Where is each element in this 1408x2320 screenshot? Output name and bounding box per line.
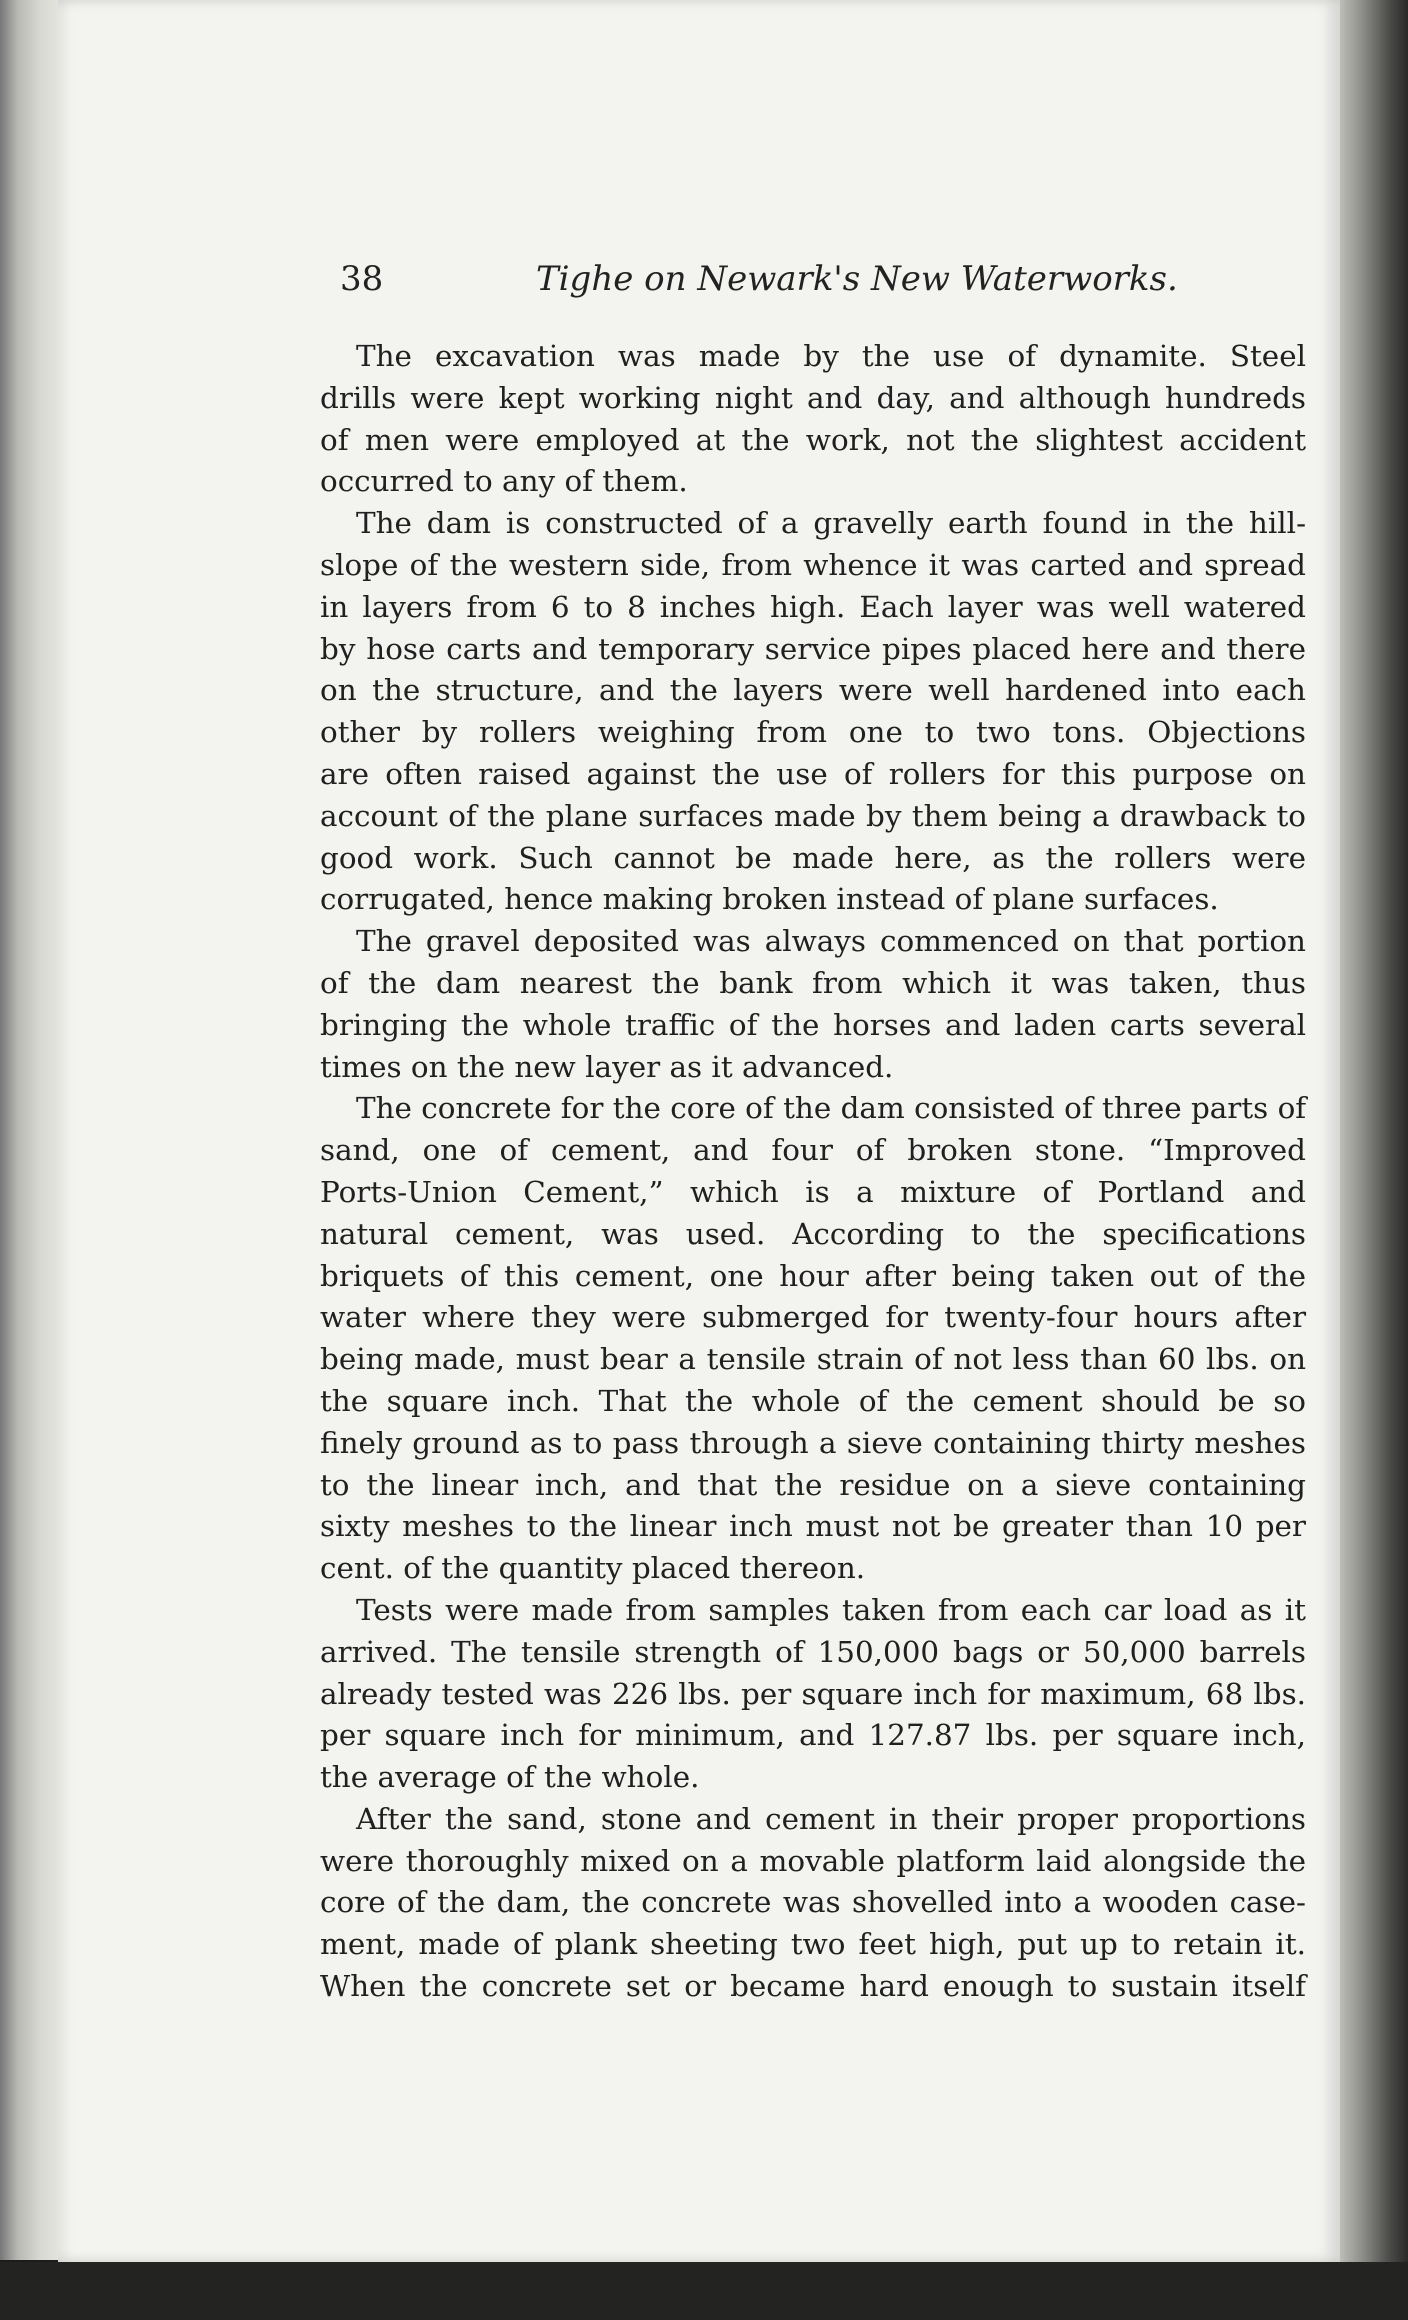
paragraph [320,1088,1306,1590]
text-line: briquets of this cement, one hour after being taken out of the [320,1258,1306,1293]
text-line: occurred to any of them. [320,464,688,499]
paragraph [320,921,1306,1088]
text-line: drills were kept working night and day, and although hundreds [320,380,1306,415]
text-line: by hose carts and temporary service pipes placed here and there [320,631,1306,666]
text-line: arrived. The tensile strength of 150,000 bags or 50,000 barrels [320,1634,1306,1669]
text-line: Ports-Union Cement,” which is a mixture of Portland and [320,1174,1306,1209]
text-line: already tested was 226 lbs. per square inch for maximum, 68 lbs. [320,1676,1306,1711]
text-line: The dam is constructed of a gravelly earth found in the hill- [356,506,1306,541]
text-line: account of the plane surfaces made by them being a drawback to [320,798,1306,833]
text-line: the average of the whole. [320,1760,700,1795]
text-line: being made, must bear a tensile strain of not less than 60 lbs. on [320,1342,1306,1377]
running-head: Tighe on Newark's New Waterworks. [536,259,1178,299]
text-line: After the sand, stone and cement in their proper proportions [356,1801,1306,1836]
text-line: in layers from 6 to 8 inches high. Each layer was well watered [320,589,1306,624]
text-line: The gravel deposited was always commenced on that portion [356,924,1306,959]
paragraph [320,503,1306,921]
body-text [320,336,1306,2008]
text-line: the square inch. That the whole of the cement should be so [320,1383,1306,1418]
scan-bottom-band [0,2262,1408,2320]
text-line: other by rollers weighing from one to two tons. Objections [320,715,1306,750]
page-right-edge [1340,0,1408,2262]
paragraph [320,1799,1306,2008]
text-line: are often raised against the use of rollers for this purpose on [320,756,1306,791]
text-line: good work. Such cannot be made here, as the rollers were [320,840,1306,875]
text-line: were thoroughly mixed on a movable platform laid alongside the [320,1843,1306,1878]
text-line: of men were employed at the work, not the slightest accident [320,422,1306,457]
paragraph [320,1590,1306,1799]
text-line: cent. of the quantity placed thereon. [320,1551,866,1586]
text-line: to the linear inch, and that the residue on a sieve containing [320,1467,1306,1502]
paragraph [320,336,1306,503]
page-left-edge [0,0,62,2260]
text-line: of the dam nearest the bank from which it was taken, thus [320,965,1306,1000]
text-line: water where they were submerged for twenty-four hours after [320,1300,1306,1335]
text-line: The excavation was made by the use of dynamite. Steel [356,339,1306,373]
text-line: slope of the western side, from whence it was carted and spread [320,547,1306,582]
text-line: ment, made of plank sheeting two feet high, put up to retain it. [320,1927,1306,1962]
text-line: corrugated, hence making broken instead of plane surfaces. [320,882,1219,917]
text-line: core of the dam, the concrete was shovelled into a wooden case- [320,1885,1306,1920]
text-line: The concrete for the core of the dam consisted of three parts of [356,1091,1307,1126]
text-line: sixty meshes to the linear inch must not be greater than 10 per [320,1509,1306,1544]
text-line: finely ground as to pass through a sieve containing thirty meshes [320,1425,1306,1460]
text-line: Tests were made from samples taken from each car load as it [356,1592,1306,1627]
text-line: per square inch for minimum, and 127.87 lbs. per square inch, [320,1718,1306,1753]
page-header [340,252,1178,306]
text-line: bringing the whole traffic of the horses and laden carts several [320,1007,1306,1042]
text-line: natural cement, was used. According to the specifications [320,1216,1306,1251]
text-line: on the structure, and the layers were well hardened into each [320,673,1306,708]
page-number: 38 [340,259,384,299]
text-line: times on the new layer as it advanced. [320,1049,894,1084]
text-line: sand, one of cement, and four of broken stone. “Improved [320,1133,1306,1168]
text-line: When the concrete set or became hard enough to sustain itself [320,1969,1306,2004]
